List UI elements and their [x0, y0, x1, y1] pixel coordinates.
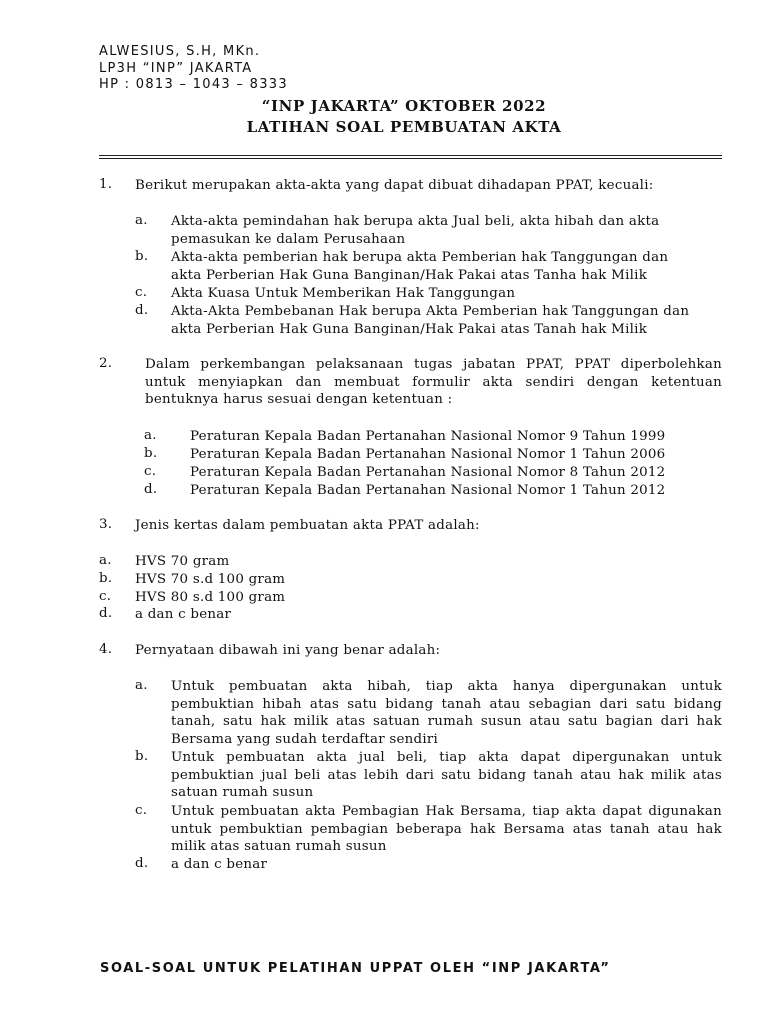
option-label: c.: [99, 589, 112, 604]
option-label: a.: [135, 678, 148, 693]
question-number: 3.: [99, 517, 113, 532]
option-text: Untuk pembuatan akta Pembagian Hak Bersama, tiap akta dapat digunakan untuk pembuktian pembagian beberapa hak Bersama atas tanah atau hak milik atas satuan rumah susun: [171, 804, 722, 854]
option-text: Untuk pembuatan akta hibah, tiap akta hanya dipergunakan untuk pembuktian hibah atas satu bidang tanah atau sebagian dari satu bidang tanah, satu hak milik atas satuan rumah susun atau satu bagian dari hak Bersama yang sudah terdaftar sendiri: [171, 679, 722, 747]
option-text: Peraturan Kepala Badan Pertanahan Nasional Nomor 8 Tahun 2012: [190, 465, 666, 480]
option-label: c.: [135, 285, 148, 300]
option-label: d.: [135, 303, 149, 318]
question-text: Dalam perkembangan pelaksanaan tugas jabatan PPAT, PPAT diperbolehkan untuk menyiapkan dan membuat formulir akta sendiri dengan ketentuan bentuknya harus sesuai dengan ketentuan :: [145, 357, 722, 407]
option-text: HVS 70 s.d 100 gram: [135, 572, 286, 587]
author-name: ALWESIUS, S.H, MKn.: [99, 44, 261, 59]
question-text: Berikut merupakan akta-akta yang dapat dibuat dihadapan PPAT, kecuali:: [135, 178, 654, 193]
option-label: b.: [135, 749, 149, 764]
document-title: [0, 96, 768, 138]
option-label: b.: [135, 249, 149, 264]
option-label: d.: [135, 856, 149, 871]
question-text: Pernyataan dibawah ini yang benar adalah:: [135, 643, 441, 658]
question-number: 4.: [99, 642, 113, 657]
question-text: Jenis kertas dalam pembuatan akta PPAT adalah:: [135, 518, 480, 533]
option-text: Akta-akta pemberian hak berupa akta Pemberian hak Tanggungan dan akta Perberian Hak Guna Banginan/Hak Pakai atas Tanha hak Milik: [171, 250, 669, 283]
option-text: Peraturan Kepala Badan Pertanahan Nasional Nomor 9 Tahun 1999: [190, 429, 666, 444]
option-text: Akta-Akta Pembebanan Hak berupa Akta Pemberian hak Tanggungan dan akta Perberian Hak Guna Banginan/Hak Pakai atas Tanah hak Milik: [171, 304, 690, 337]
page-footer: SOAL-SOAL UNTUK PELATIHAN UPPAT OLEH “INP JAKARTA”: [100, 961, 611, 976]
option-text: Akta-akta pemindahan hak berupa akta Jual beli, akta hibah dan akta pemasukan ke dalam Perusahaan: [171, 214, 660, 247]
option-text: Peraturan Kepala Badan Pertanahan Nasional Nomor 1 Tahun 2006: [190, 447, 666, 462]
option-label: d.: [144, 482, 158, 497]
option-label: a.: [99, 553, 112, 568]
title-line-1: “INP JAKARTA” OKTOBER 2022: [261, 97, 547, 115]
title-divider-bottom: [99, 158, 722, 159]
option-label: d.: [99, 606, 113, 621]
institution: LP3H “INP” JAKARTA: [99, 60, 253, 76]
title-divider-top: [99, 155, 722, 156]
author-header: [99, 44, 288, 94]
option-text: a dan c benar: [171, 857, 268, 872]
option-text: HVS 80 s.d 100 gram: [135, 590, 286, 605]
option-text: Untuk pembuatan akta jual beli, tiap akta dapat dipergunakan untuk pembuktian jual beli atas lebih dari satu bidang tanah atau hak milik atas satuan rumah susun: [171, 750, 722, 800]
option-label: b.: [99, 571, 113, 586]
option-label: a.: [135, 213, 148, 228]
title-line-2: LATIHAN SOAL PEMBUATAN AKTA: [246, 118, 562, 136]
option-label: c.: [135, 803, 148, 818]
option-label: c.: [144, 464, 157, 479]
option-text: Peraturan Kepala Badan Pertanahan Nasional Nomor 1 Tahun 2012: [190, 483, 666, 498]
option-label: b.: [144, 446, 158, 461]
option-text: a dan c benar: [135, 607, 232, 622]
question-number: 1.: [99, 177, 113, 192]
option-label: a.: [144, 428, 157, 443]
option-text: HVS 70 gram: [135, 554, 230, 569]
question-number: 2.: [99, 356, 113, 371]
option-text: Akta Kuasa Untuk Memberikan Hak Tanggungan: [171, 286, 516, 301]
phone-number: HP : 0813 – 1043 – 8333: [99, 77, 288, 92]
